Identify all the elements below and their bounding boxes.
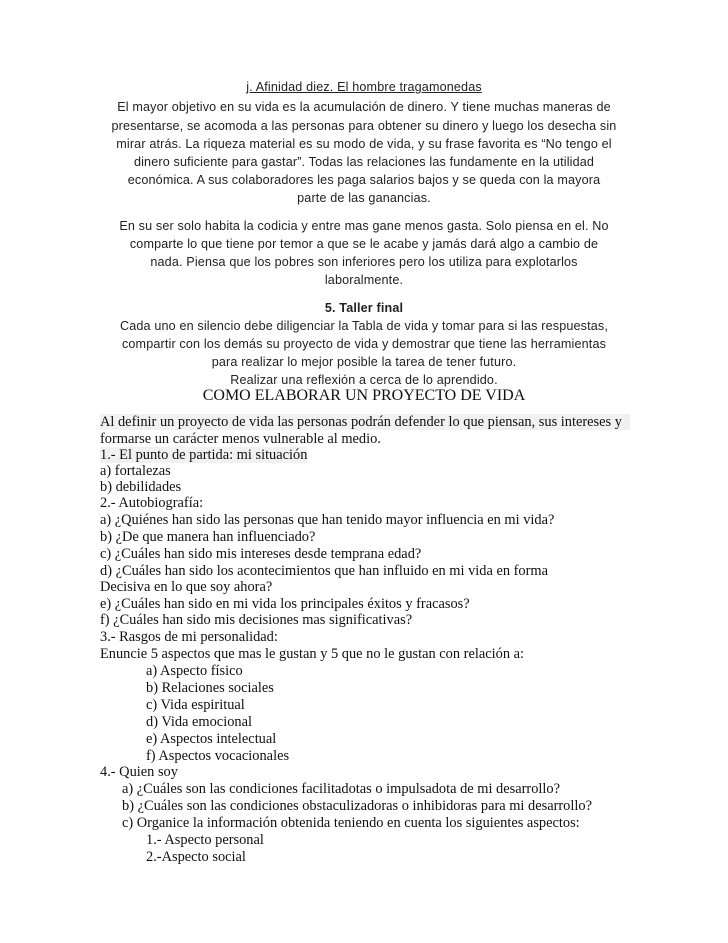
s1-item: a) fortalezas <box>100 463 171 479</box>
s3-item: e) Aspectos intelectual <box>146 731 277 747</box>
s3-item: f) Aspectos vocacionales <box>146 748 290 764</box>
section-j-title: j. Afinidad diez. El hombre tragamonedas <box>246 80 482 94</box>
section-j-para2-line: comparte lo que tiene por temor a que se le acabe y jamás dará algo a cambio de <box>129 237 599 251</box>
s2-item: f) ¿Cuáles han sido mis decisiones mas significativas? <box>100 612 413 628</box>
s2-item: b) ¿De que manera han influenciado? <box>100 529 316 545</box>
section-5-line: Cada uno en silencio debe diligenciar la Tabla de vida y tomar para si las respuestas, <box>119 319 608 333</box>
s4-item: c) Organice la información obtenida teniendo en cuenta los siguientes aspectos: <box>122 815 580 831</box>
section-j-para1-line: económica. A sus colaboradores les paga salarios bajos y se queda con la mayora <box>127 173 601 187</box>
section-j-para1-line: dinero suficiente para gastar”. Todas las relaciones las fundamente en la utilidad <box>133 155 595 169</box>
s3-item: d) Vida emocional <box>146 714 252 730</box>
s4-item: a) ¿Cuáles son las condiciones facilitadotas o impulsadota de mi desarrollo? <box>122 781 560 797</box>
section-j-para2-line: laboralmente. <box>324 273 404 287</box>
section-j-para1-line: El mayor objetivo en su vida es la acumulación de dinero. Y tiene muchas maneras de <box>117 100 611 114</box>
section-5-line: para realizar lo mejor posible la tarea de tener futuro. <box>211 355 517 369</box>
s4-heading: 4.- Quien soy <box>100 764 178 780</box>
proyecto-intro-line: Al definir un proyecto de vida las personas podrán defender lo que piensan, sus intereses y <box>100 414 630 430</box>
s3-heading: 3.- Rasgos de mi personalidad: <box>100 629 278 645</box>
s3-item: b) Relaciones sociales <box>146 680 274 696</box>
section-j-para1-line: presentarse, se acomoda a las personas para obtener su dinero y luego los desecha sin <box>111 119 617 133</box>
s2-item: d) ¿Cuáles han sido los acontecimientos que han influido en mi vida en forma <box>100 563 548 579</box>
section-5-line: Realizar una reflexión a cerca de lo aprendido. <box>230 373 498 387</box>
s4-sub-item: 1.- Aspecto personal <box>146 832 264 848</box>
s2-item: e) ¿Cuáles han sido en mi vida los principales éxitos y fracasos? <box>100 596 470 612</box>
s2-item: Decisiva en lo que soy ahora? <box>100 579 273 595</box>
s1-item: b) debilidades <box>100 479 182 495</box>
s4-sub-item: 2.-Aspecto social <box>146 849 246 865</box>
section-5-line: compartir con los demás su proyecto de vida y demostrar que tiene las herramientas <box>121 337 607 351</box>
s4-item: b) ¿Cuáles son las condiciones obstaculizadoras o inhibidoras para mi desarrollo? <box>122 798 592 814</box>
section-j-para1-line: mirar atrás. La riqueza material es su modo de vida, y su frase favorita es “No tengo el <box>116 137 612 151</box>
s3-item: a) Aspecto físico <box>146 663 243 679</box>
proyecto-title: COMO ELABORAR UN PROYECTO DE VIDA <box>202 387 526 404</box>
proyecto-intro-line: formarse un carácter menos vulnerable al medio. <box>100 431 381 447</box>
s2-heading: 2.- Autobiografía: <box>100 495 204 511</box>
section-j-para1-line: parte de las ganancias. <box>297 191 431 205</box>
s3-intro: Enuncie 5 aspectos que mas le gustan y 5 que no le gustan con relación a: <box>100 646 524 662</box>
section-j-para2-line: nada. Piensa que los pobres son inferiores pero los utiliza para explotarlos <box>150 255 578 269</box>
s3-item: c) Vida espiritual <box>146 697 245 713</box>
section-j-para2-line: En su ser solo habita la codicia y entre mas gane menos gasta. Solo piensa en el. No <box>119 219 609 233</box>
s1-heading: 1.- El punto de partida: mi situación <box>100 447 308 463</box>
s2-item: a) ¿Quiénes han sido las personas que han tenido mayor influencia en mi vida? <box>100 512 555 528</box>
s2-item: c) ¿Cuáles han sido mis intereses desde temprana edad? <box>100 546 422 562</box>
section-5-title: 5. Taller final <box>324 301 404 315</box>
